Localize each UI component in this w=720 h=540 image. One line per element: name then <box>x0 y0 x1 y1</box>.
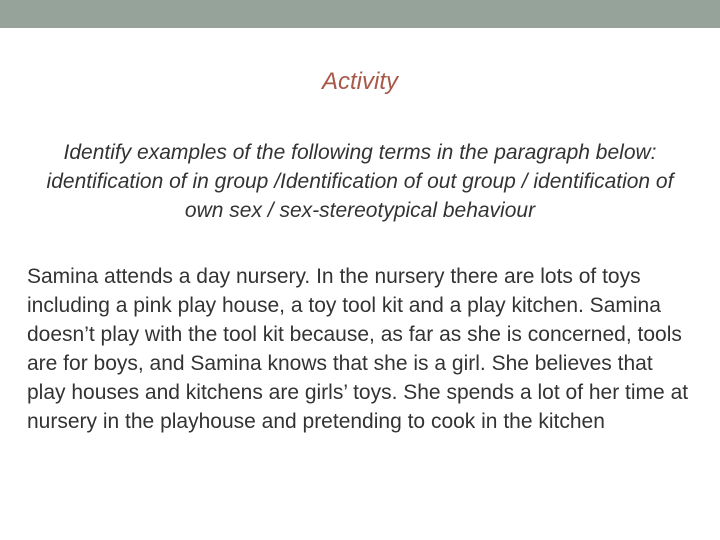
header-band <box>0 0 720 28</box>
scenario-paragraph: Samina attends a day nursery. In the nursery there are lots of toys including a pink play house, a toy tool kit and a play kitchen. Samina doesn’t play with the tool kit because, as far as she is concerned, tools are for boys, and Samina knows that she is a girl. She believes that play houses and kitchens are girls’ toys. She spends a lot of her time at nursery in the playhouse and pretending to cook in the kitchen <box>27 265 689 433</box>
activity-instruction: Identify examples of the following terms in the paragraph below: identification of in group /Identification of out group / identification of own sex / sex-stereotypical behaviour <box>46 141 674 222</box>
slide-title: Activity <box>321 68 398 95</box>
